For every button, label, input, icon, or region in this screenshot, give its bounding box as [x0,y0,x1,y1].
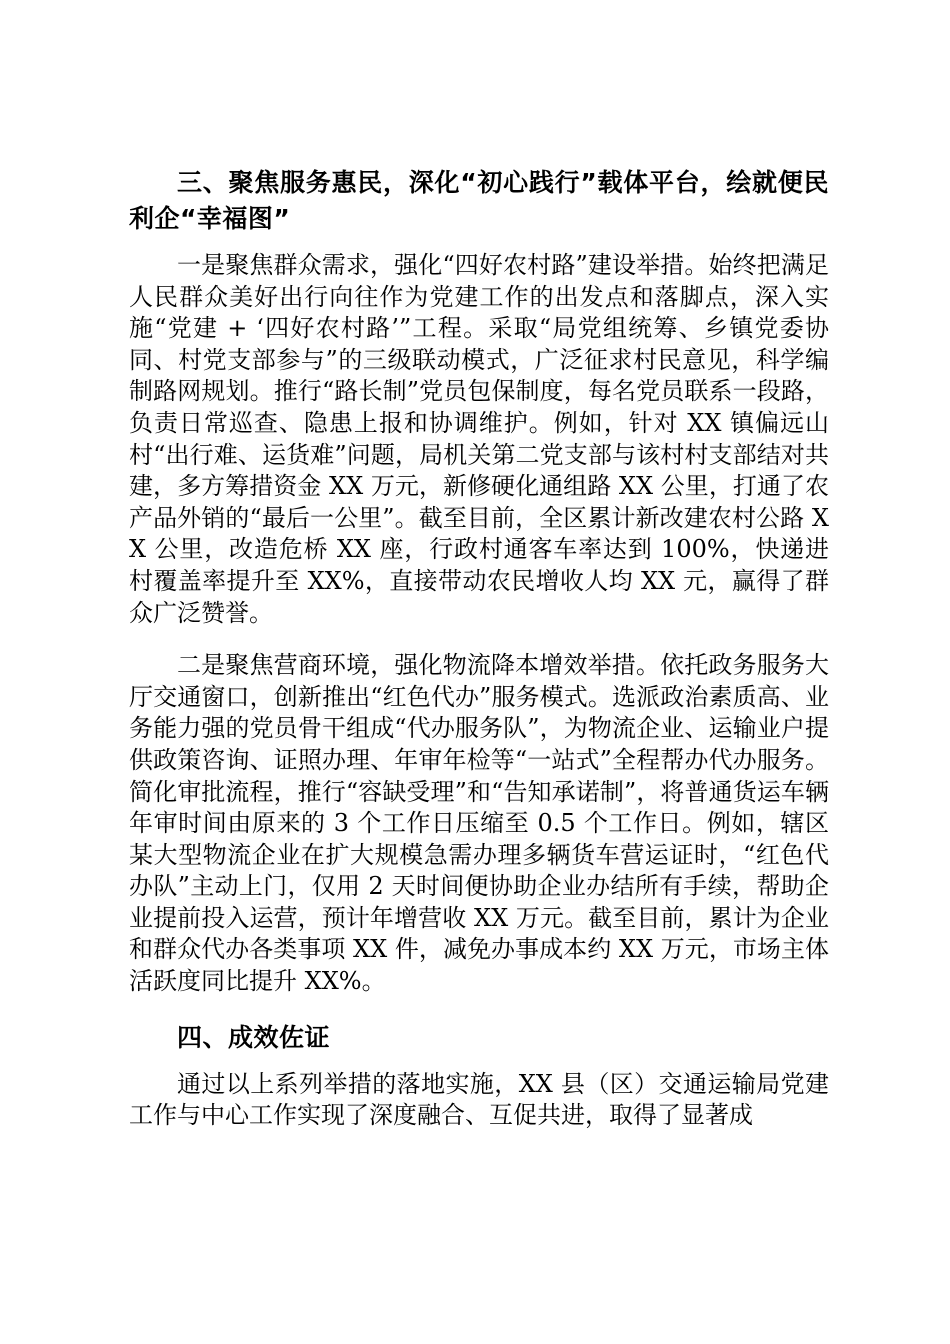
section-heading-3: 三、聚焦服务惠民，深化“初心践行”载体平台，绘就便民利企“幸福图” [129,168,829,233]
section-heading-4: 四、成效佐证 [177,1022,331,1052]
paragraph-business-environment: 二是聚焦营商环境，强化物流降本增效举措。依托政务服务大厅交通窗口，创新推出“红色代办”服务模式。选派政治素质高、业务能力强的党员骨干组成“代办服务队”，为物流企业、运输业户提供政策咨询、证照办理、年审年检等“一站式”全程帮办代办服务。简化审批流程，推行“容缺受理”和“告知承诺制”，将普通货运车辆年审时间由原来的 3 个工作日压缩至 0.5 个工作日。例如，辖区某大型物流企业在扩大规模急需办理多辆货车营运证时，“红色代办队”主动上门，仅用 2 天时间便协助企业办结所有手续，帮助企业提前投入运营，预计年增营收 XX 万元。截至目前，累计为企业和群众代办各类事项 XX 件，减免办事成本约 XX 万元，市场主体活跃度同比提升 XX%。 [129,651,829,996]
document-page [129,165,829,1132]
paragraph-results: 通过以上系列举措的落地实施，XX 县（区）交通运输局党建工作与中心工作实现了深度融合、互促共进，取得了显著成 [129,1069,829,1130]
paragraph-rural-roads: 一是聚焦群众需求，强化“四好农村路”建设举措。始终把满足人民群众美好出行向往作为党建工作的出发点和落脚点，深入实施“党建 + ‘四好农村路’”工程。采取“局党组统筹、乡镇党委协同、村党支部参与”的三级联动模式，广泛征求村民意见，科学编制路网规划。推行“路长制”党员包保制度，每名党员联系一段路，负责日常巡查、隐患上报和协调维护。例如，针对 XX 镇偏远山村“出行难、运货难”问题，局机关第二党支部与该村村支部结对共建，多方筹措资金 XX 万元，新修硬化通组路 XX 公里，打通了农产品外销的“最后一公里”。截至目前，全区累计新改建农村公路 XX 公里，改造危桥 XX 座，行政村通客车率达到 100%，快递进村覆盖率提升至 XX%，直接带动农民增收人均 XX 元，赢得了群众广泛赞誉。 [129,251,829,627]
